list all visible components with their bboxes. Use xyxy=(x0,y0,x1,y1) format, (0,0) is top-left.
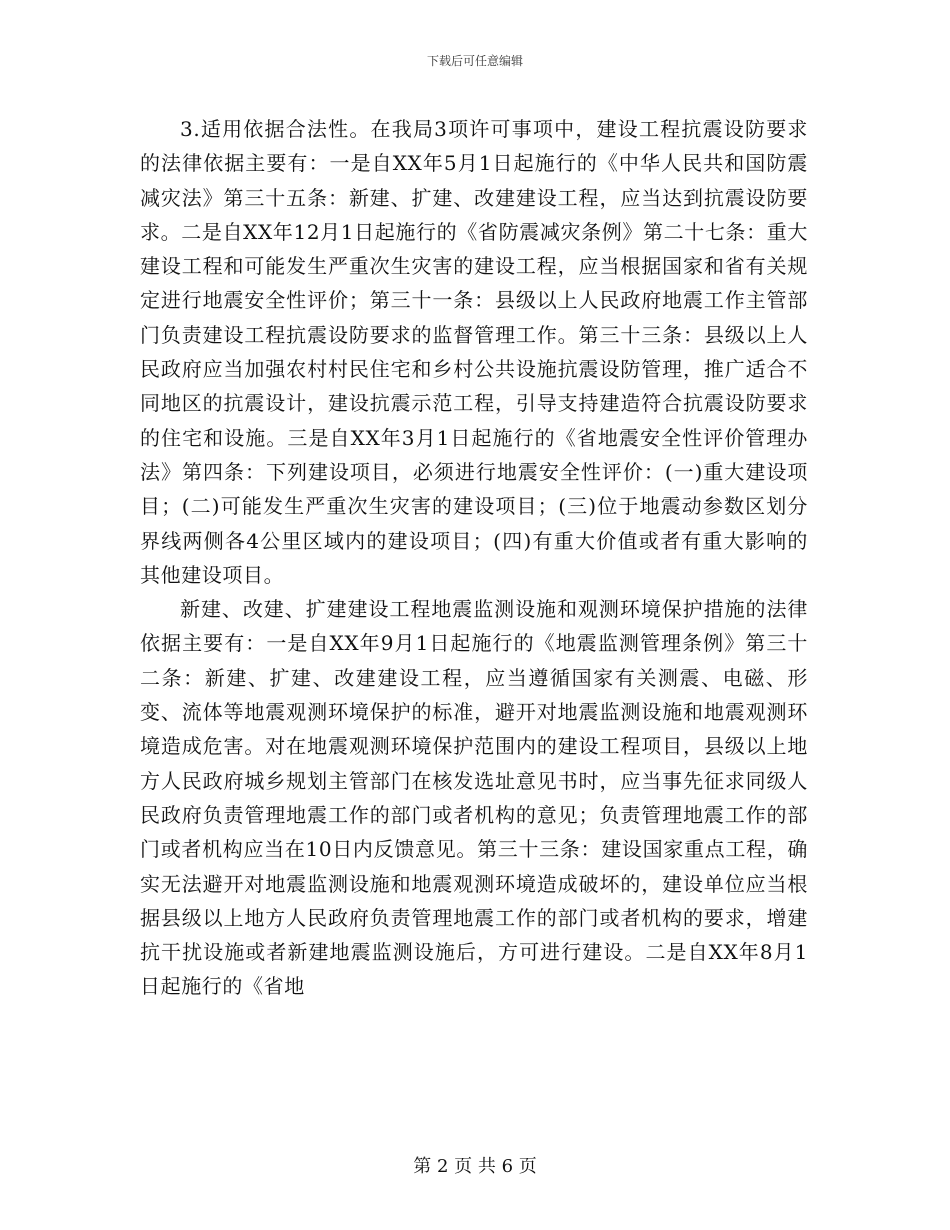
page-header-note: 下载后可任意编辑 xyxy=(426,54,523,68)
page-number-footer: 第 2 页 共 6 页 xyxy=(413,1156,537,1177)
document-body xyxy=(140,112,808,1004)
paragraph-legal-basis-monitoring: 新建、改建、扩建建设工程地震监测设施和观测环境保护措施的法律依据主要有：一是自XX年9月1日起施行的《地震监测管理条例》第三十二条：新建、扩建、改建建设工程，应当遵循国家有关测震、电磁、形变、流体等地震观测环境保护的标准，避开对地震监测设施和地震观测环境造成危害。对在地震观测环境保护范围内的建设工程项目，县级以上地方人民政府城乡规划主管部门在核发选址意见书时，应当事先征求同级人民政府负责管理地震工作的部门或者机构的意见；负责管理地震工作的部门或者机构应当在10日内反馈意见。第三十三条：建设国家重点工程，确实无法避开对地震监测设施和地震观测环境造成破坏的，建设单位应当根据县级以上地方人民政府负责管理地震工作的部门或者机构的要求，增建抗干扰设施或者新建地震监测设施后，方可进行建设。二是自XX年8月1日起施行的《省地 xyxy=(140,597,808,999)
paragraph-legal-basis-seismic: 3.适用依据合法性。在我局3项许可事项中，建设工程抗震设防要求的法律依据主要有：一是自XX年5月1日起施行的《中华人民共和国防震减灾法》第三十五条：新建、扩建、改建建设工程，应当达到抗震设防要求。二是自XX年12月1日起施行的《省防震减灾条例》第二十七条：重大建设工程和可能发生严重次生灾害的建设工程，应当根据国家和省有关规定进行地震安全性评价；第三十一条：县级以上人民政府地震工作主管部门负责建设工程抗震设防要求的监督管理工作。第三十三条：县级以上人民政府应当加强农村村民住宅和乡村公共设施抗震设防管理，推广适合不同地区的抗震设计，建设抗震示范工程，引导支持建造符合抗震设防要求的住宅和设施。三是自XX年3月1日起施行的《省地震安全性评价管理办法》第四条：下列建设项目，必须进行地震安全性评价：(一)重大建设项目；(二)可能发生严重次生灾害的建设项目；(三)位于地震动参数区划分界线两侧各4公里区域内的建设项目；(四)有重大价值或者有重大影响的其他建设项目。 xyxy=(140,117,808,587)
